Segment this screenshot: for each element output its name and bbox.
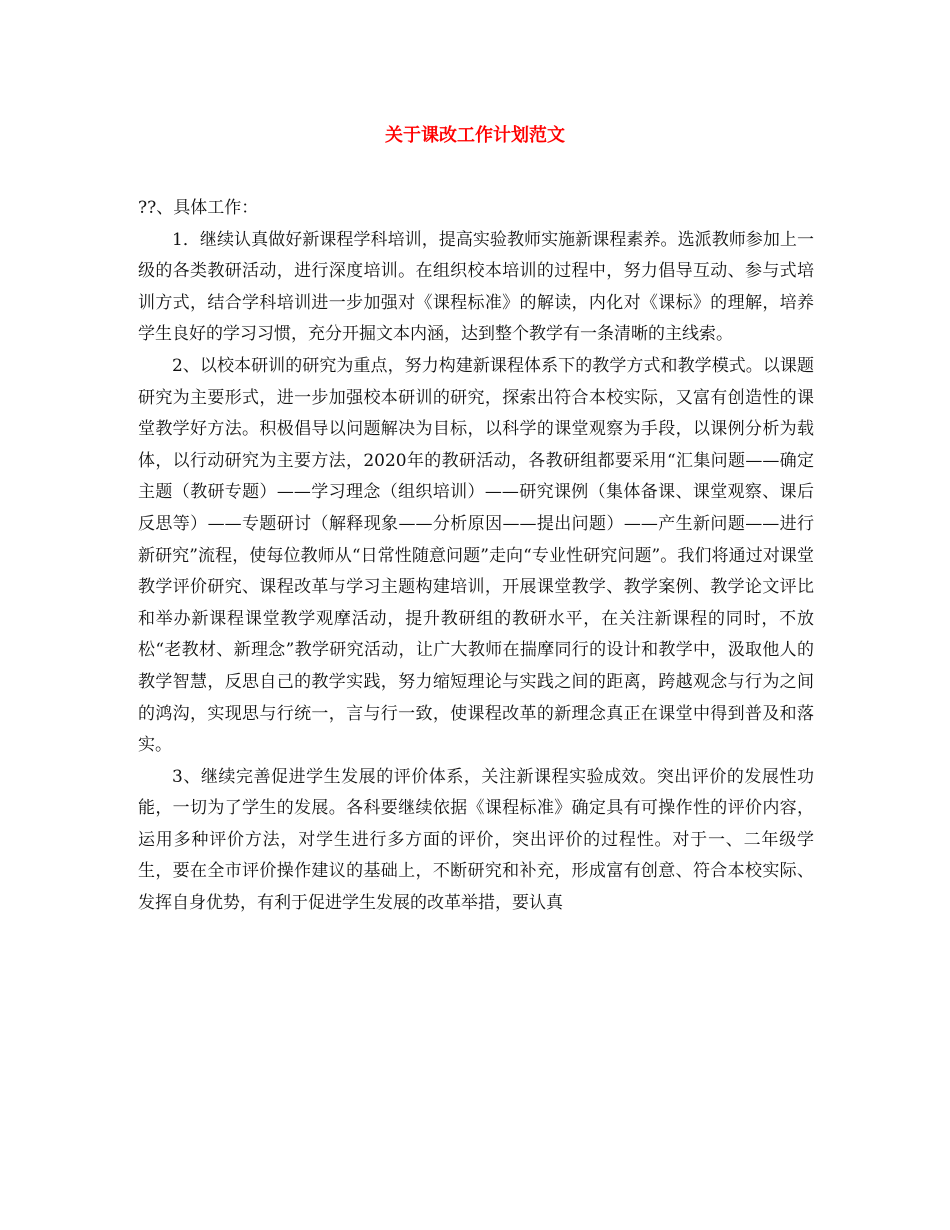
- document-title: 关于课改工作计划范文: [385, 125, 565, 146]
- paragraph-1: 1．继续认真做好新课程学科培训，提高实验教师实施新课程素养。选派教师参加上一级的各类教研活动，进行深度培训。在组织校本培训的过程中，努力倡导互动、参与式培训方式，结合学科培训进一步加强对《课程标准》的解读，内化对《课标》的理解，培养学生良好的学习习惯，充分开掘文本内涵，达到整个教学有一条清晰的主线索。: [138, 229, 814, 345]
- document-body: [138, 193, 814, 920]
- section-heading: ??、具体工作：: [138, 198, 259, 218]
- paragraph-3: 3、继续完善促进学生发展的评价体系，关注新课程实验成效。突出评价的发展性功能，一切为了学生的发展。各科要继续依据《课程标准》确定具有可操作性的评价内容，运用多种评价方法，对学生进行多方面的评价，突出评价的过程性。对于一、二年级学生，要在全市评价操作建议的基础上，不断研究和补充，形成富有创意、符合本校实际、发挥自身优势，有利于促进学生发展的改革举措，要认真: [138, 766, 814, 914]
- paragraph-2: 2、以校本研训的研究为重点，努力构建新课程体系下的教学方式和教学模式。以课题研究为主要形式，进一步加强校本研训的研究，探索出符合本校实际，又富有创造性的课堂教学好方法。积极倡导以问题解决为目标，以科学的课堂观察为手段，以课例分析为载体，以行动研究为主要方法，2020年的教研活动，各教研组都要采用“汇集问题——确定主题（教研专题）——学习理念（组织培训）——研究课例（集体备课、课堂观察、课后反思等）——专题研讨（解释现象——分析原因——提出问题）——产生新问题——进行新研究”流程，使每位教师从“日常性随意问题”走向“专业性研究问题”。我们将通过对课堂教学评价研究、课程改革与学习主题构建培训，开展课堂教学、教学案例、教学论文评比和举办新课程课堂教学观摩活动，提升教研组的教研水平，在关注新课程的同时，不放松“老教材、新理念”教学研究活动，让广大教师在揣摩同行的设计和教学中，汲取他人的教学智慧，反思自己的教学实践，努力缩短理论与实践之间的距离，跨越观念与行为之间的鸿沟，实现思与行统一，言与行一致，使课程改革的新理念真正在课堂中得到普及和落实。: [138, 355, 814, 756]
